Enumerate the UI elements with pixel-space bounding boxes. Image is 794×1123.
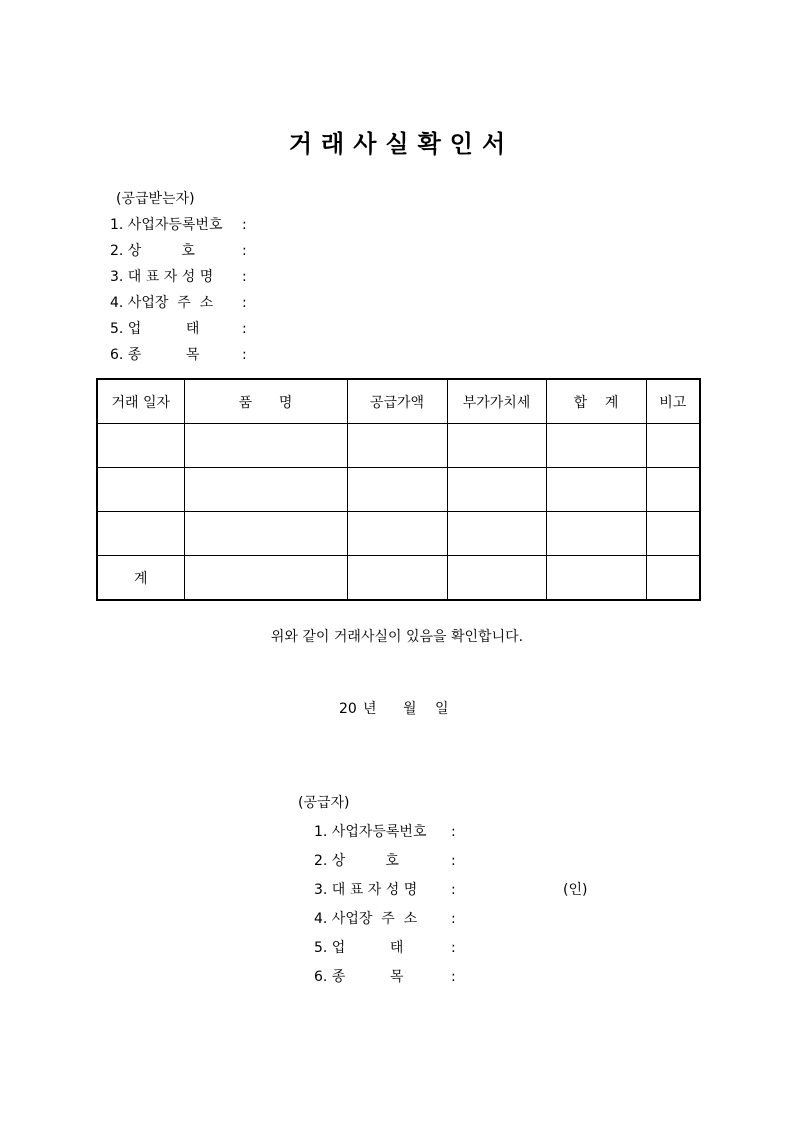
table-cell[interactable] [546, 556, 646, 601]
table-cell[interactable] [97, 468, 184, 512]
seal-mark: (인) [563, 882, 588, 898]
buyer-field [110, 290, 247, 316]
field-label: 2. 상 호 [314, 853, 399, 869]
supplier-field [298, 847, 456, 876]
supplier-field [298, 818, 456, 847]
field-label: 2. 상 호 [110, 243, 195, 259]
field-label: 3. 대 표 자 성 명 [314, 882, 418, 898]
table-cell[interactable] [347, 424, 447, 468]
date-year-prefix: 20 [339, 701, 357, 717]
table-cell[interactable] [447, 512, 546, 556]
table-row [97, 512, 700, 556]
supplier-field [298, 876, 588, 905]
col-header-supply-amount: 공급가액 [347, 379, 447, 424]
table-cell[interactable] [447, 556, 546, 601]
col-header-total: 합 계 [546, 379, 646, 424]
buyer-field [110, 342, 247, 368]
buyer-field [110, 212, 247, 238]
field-colon: : [242, 295, 247, 311]
field-label: 3. 대 표 자 성 명 [110, 269, 214, 285]
supplier-field [298, 963, 456, 992]
buyer-field [110, 264, 247, 290]
table-cell[interactable] [646, 512, 700, 556]
transaction-table [96, 378, 701, 601]
field-colon: : [242, 243, 247, 259]
table-cell[interactable] [184, 512, 347, 556]
field-colon: : [242, 269, 247, 285]
col-header-vat: 부가가치세 [447, 379, 546, 424]
table-row [97, 424, 700, 468]
table-cell[interactable] [347, 556, 447, 601]
field-label: 4. 사업장 주 소 [314, 911, 418, 927]
supplier-section [298, 789, 588, 992]
field-label: 4. 사업장 주 소 [110, 295, 214, 311]
field-label: 6. 종 목 [314, 969, 404, 985]
field-colon: : [451, 940, 456, 956]
field-label: 5. 업 태 [314, 940, 404, 956]
field-label: 1. 사업자등록번호 [110, 217, 223, 233]
table-cell[interactable] [97, 512, 184, 556]
field-label: 5. 업 태 [110, 321, 200, 337]
date-year: 년 [363, 701, 377, 717]
table-cell[interactable] [546, 512, 646, 556]
date-month: 월 [403, 701, 417, 717]
table-cell[interactable] [184, 556, 347, 601]
buyer-field [110, 316, 247, 342]
supplier-header: (공급자) [298, 795, 350, 811]
table-cell[interactable] [184, 468, 347, 512]
table-header-row [97, 379, 700, 424]
field-colon: : [451, 969, 456, 985]
buyer-header: (공급받는자) [116, 191, 195, 207]
col-header-date: 거래 일자 [97, 379, 184, 424]
field-colon: : [451, 824, 456, 840]
table-cell[interactable] [646, 556, 700, 601]
field-label: 6. 종 목 [110, 347, 200, 363]
supplier-field [298, 934, 456, 963]
table-cell[interactable] [97, 424, 184, 468]
buyer-field [110, 238, 247, 264]
field-colon: : [242, 217, 247, 233]
table-row [97, 468, 700, 512]
table-cell[interactable] [347, 468, 447, 512]
field-colon: : [451, 882, 456, 898]
table-cell[interactable] [646, 468, 700, 512]
supplier-field [298, 905, 456, 934]
field-colon: : [242, 347, 247, 363]
table-cell[interactable] [646, 424, 700, 468]
issue-date [339, 698, 449, 718]
table-cell[interactable] [447, 468, 546, 512]
document-title: 거래사실확인서 [288, 130, 515, 158]
date-day: 일 [435, 701, 449, 717]
col-header-note: 비고 [646, 379, 700, 424]
buyer-section [110, 186, 247, 368]
total-label: 계 [97, 556, 184, 601]
field-colon: : [451, 911, 456, 927]
confirmation-statement: 위와 같이 거래사실이 있음을 확인합니다. [270, 629, 524, 645]
col-header-item: 품 명 [184, 379, 347, 424]
field-colon: : [242, 321, 247, 337]
field-colon: : [451, 853, 456, 869]
table-cell[interactable] [347, 512, 447, 556]
table-cell[interactable] [447, 424, 546, 468]
field-label: 1. 사업자등록번호 [314, 824, 427, 840]
table-total-row [97, 556, 700, 601]
table-cell[interactable] [546, 424, 646, 468]
table-cell[interactable] [546, 468, 646, 512]
table-cell[interactable] [184, 424, 347, 468]
